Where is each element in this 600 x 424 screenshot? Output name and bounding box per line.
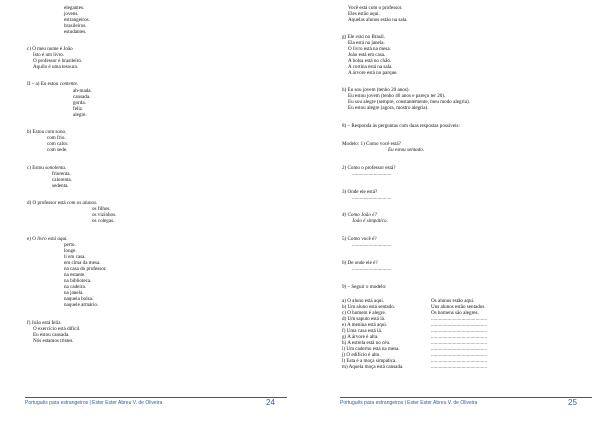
d-line-1: os filhos. (92, 206, 111, 212)
c2-heading: c) Estou sonolenta. (27, 165, 67, 171)
e-line-11: naquele armário. (64, 302, 99, 308)
question-4: 4) Como João é? (342, 212, 377, 218)
row-j-left: j) O edifício é alto. (342, 352, 381, 358)
left-footer-text: Português para estrangeiros | Ester Ester Abreu V. de Oliveira (25, 400, 163, 406)
e-line-4: em cima da mesa. (64, 260, 101, 266)
b-line-1: b) Estou com sono. (27, 129, 67, 135)
right-page-number: 25 (568, 398, 577, 407)
h-line-1: h) Eu sou jovem (tenho 20 anos). (342, 87, 410, 93)
row-h-right: ............................................ (431, 340, 488, 346)
g-line-6: A árvore está no parque. (348, 70, 398, 76)
g-line-4: A bolsa está no chão. (348, 58, 392, 64)
question-5: 5) Como você é? (342, 236, 377, 242)
row-c-right: Os homens são alegres. (431, 310, 479, 316)
question-8: 8) – Responda às perguntas com duas respostas possíveis: (342, 123, 460, 129)
list1-line-1: elegantes. (64, 5, 85, 11)
e-line-7: na biblioteca. (64, 278, 92, 284)
top-line-3: Aquelas alunos estão na sala. (348, 17, 408, 23)
ii-italic-word: contente. (59, 81, 79, 87)
c2-line-1: friorenta. (52, 171, 71, 177)
h-line-2: Eu estou jovem (tenho 40 anos e pareço ter 20). (348, 93, 446, 99)
top-line-1: Você está com o professor. (348, 5, 403, 11)
list1-line-2: jovens. (64, 11, 79, 17)
row-h-left: h) A estrela está no céu. (342, 340, 391, 346)
answer-4: João é simpático. (352, 218, 388, 224)
c2-line-3: sedenta. (52, 183, 69, 189)
g-line-1: Ela está na janela. (348, 40, 385, 46)
d-italic-word: com os alunos. (66, 200, 98, 206)
f-line-1: f) João está feliz. (27, 320, 62, 326)
row-i-right: ............................................ (431, 346, 488, 352)
ii-line-3: gorda. (73, 100, 86, 106)
e-line-1: perto. (64, 242, 76, 248)
b-line-4: com sede. (47, 147, 68, 153)
row-a-right: Os alunos estão aqui. (431, 298, 475, 304)
question-9: 9) – Seguir o modelo: (342, 284, 387, 290)
d-heading: d) O professor está com os alunos. (27, 200, 98, 206)
g-line-3: João está em casa. (348, 52, 386, 58)
row-l-right: ............................................ (431, 358, 488, 364)
right-footer-rule (340, 397, 592, 398)
b-line-3: com calor. (47, 141, 69, 147)
row-g-left: g) A árvore é alta. (342, 334, 379, 340)
e-line-10: naquela bolsa. (64, 296, 94, 302)
g-heading: g) Ele está no Brasil. (342, 34, 385, 40)
left-page-number: 24 (266, 398, 275, 407)
c2-line-2: calorenta. (52, 177, 72, 183)
e-heading: e) O livro está aqui. (27, 236, 68, 242)
row-d-right: ............................................ (431, 316, 488, 322)
top-line-2: Eles estão aqui. (348, 11, 380, 17)
c-line-2: Isto é um livro. (33, 52, 65, 58)
answer-line-2: ............................... (352, 171, 392, 177)
question-2: 2) Como o professor está? (342, 165, 396, 171)
right-page (300, 0, 600, 424)
question-3: 3) Onde ele está? (342, 189, 378, 195)
row-f-right: ............................................ (431, 328, 488, 334)
row-j-right: ............................................ (431, 352, 488, 358)
c-line-3: O professor é brasileiro. (33, 58, 83, 64)
ii-line-4: feliz. (73, 106, 84, 112)
f-line-3: Eu estou cansada. (33, 332, 70, 338)
e-line-5: na casa do professor. (64, 266, 107, 272)
g-line-5: A cortina está na sala. (348, 64, 393, 70)
row-i-left: i) Um caderno está na mesa. (342, 346, 400, 352)
d-line-2: os vizinhos. (92, 212, 117, 218)
ii-line-5: alegre. (73, 112, 87, 118)
row-b-left: b) Um aluno está sentado. (342, 304, 396, 310)
row-e-left: e) A menina está aqui. (342, 322, 388, 328)
e-line-6: na estante. (64, 272, 86, 278)
list1-line-4: brasileiros. (64, 23, 87, 29)
f-line-4: Nós estamos tristes. (33, 338, 74, 344)
h-line-4: Eu estou alegre (agora, mostro alegria). (348, 105, 429, 111)
modelo-line: Modelo: 1) Como você está? (342, 141, 401, 147)
g-italic-word: está (355, 34, 364, 40)
e-italic-word: livro está aqui. (37, 236, 68, 242)
right-footer-text: Português para estrangeiros | Ester Ester Abreu V. de Oliveira (340, 400, 478, 406)
answer-line-5: ............................... (352, 242, 392, 248)
answer-line-6: ............................... (352, 266, 392, 272)
row-b-right: Uns alunos estão sentados. (431, 304, 486, 310)
list1-line-3: estrangeiros. (64, 17, 90, 23)
f-line-2: O exercício está difícil. (33, 326, 81, 332)
e-line-9: na janela. (64, 290, 84, 296)
d-line-3: os colegas. (92, 218, 115, 224)
modelo-answer: Eu estou sentado. (388, 147, 425, 153)
row-d-left: d) Um saputo está lá. (342, 316, 386, 322)
row-a-left: a) O aluno está aqui. (342, 298, 385, 304)
row-c-left: c) O homem é alegre. (342, 310, 386, 316)
e-line-8: na cadeira. (64, 284, 87, 290)
list1-line-5: estudantes. (64, 29, 87, 35)
question-6: 6) De onde ele é? (342, 260, 378, 266)
b-line-2: com frio. (47, 135, 66, 141)
row-e-right: ............................................ (431, 322, 488, 328)
c-line-1: c) O meu nome é João (27, 46, 73, 52)
row-m-left: m) Aquela moça está cansada. (342, 364, 404, 370)
row-l-left: l) Esta é a moça simpática. (342, 358, 397, 364)
h-line-3: Eu sou alegre (sempre, constantemente, meu modo alegria). (348, 99, 470, 105)
left-footer-rule (25, 397, 287, 398)
ii-heading: II – a) Eu estou contente. (27, 81, 79, 87)
e-line-3: li em casa. (64, 254, 86, 260)
g-line-2: O livro está na mesa. (348, 46, 391, 52)
c-line-4: Aquilo é uma tesoura. (33, 64, 78, 70)
answer-line-3: ............................... (352, 195, 392, 201)
ii-line-2: cansada. (73, 94, 91, 100)
c2-italic-word: sonolenta. (45, 165, 67, 171)
row-m-right: ............................................ (431, 364, 488, 370)
e-line-2: longe. (64, 248, 77, 254)
row-g-right: ............................................ (431, 334, 488, 340)
ii-line-1: ah-mada. (73, 88, 92, 94)
row-f-left: f) Uma casa está lá. (342, 328, 383, 334)
